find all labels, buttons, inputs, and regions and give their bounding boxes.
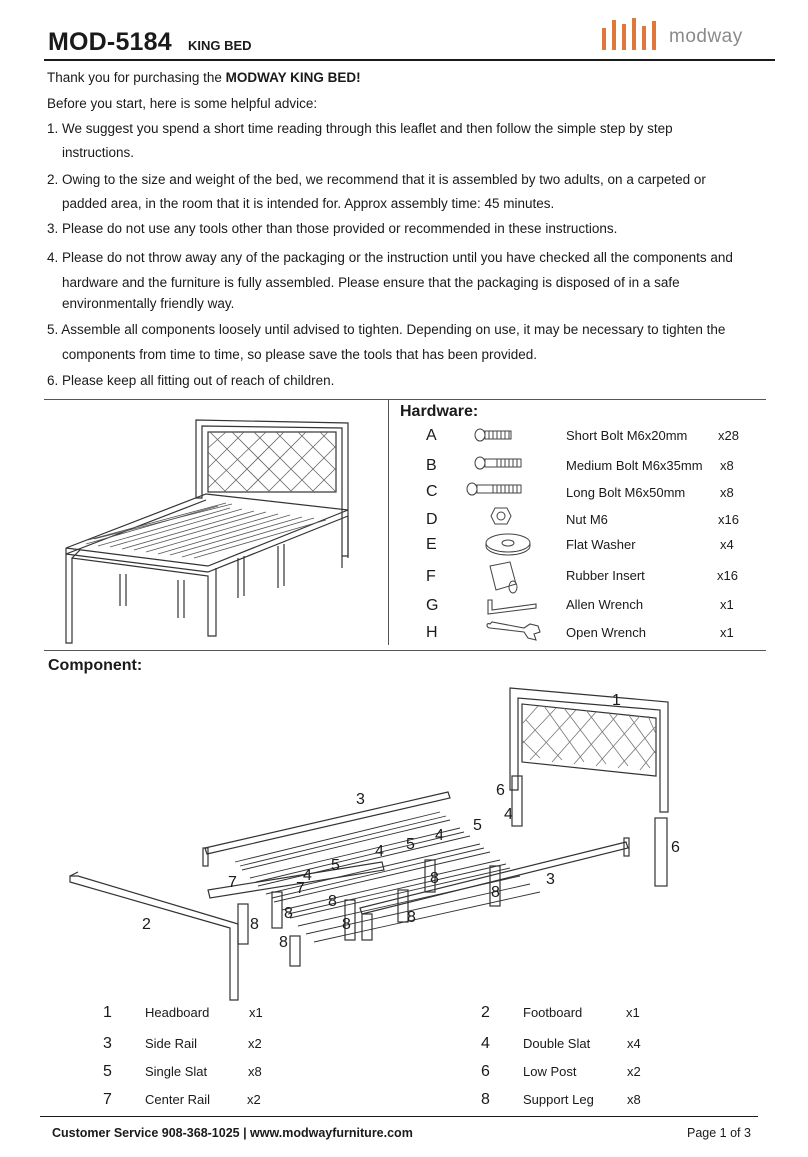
advice-item-4: 4. Please do not throw away any of the packaging or the instruction until you have checked all the components and	[47, 250, 733, 265]
diagram-label: 7	[228, 874, 237, 891]
assembled-bed-illustration	[58, 408, 368, 643]
hardware-name: Allen Wrench	[566, 597, 644, 612]
diagram-label: 4	[303, 867, 312, 884]
component-name: Support Leg	[523, 1092, 594, 1107]
component-name: Headboard	[145, 1005, 210, 1020]
hardware-name: Open Wrench	[566, 625, 646, 640]
model-number: MOD-5184	[48, 28, 172, 56]
component-qty: x8	[248, 1064, 262, 1079]
component-number: 8	[481, 1091, 490, 1108]
footer-rule	[40, 1116, 758, 1117]
diagram-label: 5	[406, 836, 415, 853]
diagram-label: 6	[496, 782, 505, 799]
component-title: Component:	[48, 657, 143, 674]
diagram-label: 4	[504, 806, 513, 823]
open-wrench-icon	[484, 618, 542, 644]
component-name: Double Slat	[523, 1036, 591, 1051]
hardware-name: Flat Washer	[566, 537, 636, 552]
component-divider	[44, 650, 766, 651]
hardware-letter: B	[426, 457, 437, 474]
diagram-label: 8	[284, 905, 293, 922]
header-rule	[44, 59, 775, 61]
product-subtitle: KING BED	[188, 38, 252, 53]
nut-icon	[490, 506, 512, 526]
hardware-qty: x1	[720, 625, 734, 640]
diagram-label: 8	[328, 893, 337, 910]
hardware-letter: F	[426, 568, 436, 585]
hardware-letter: D	[426, 511, 438, 528]
short-bolt-icon	[474, 428, 514, 442]
component-name: Single Slat	[145, 1064, 208, 1079]
hardware-name: Long Bolt M6x50mm	[566, 485, 686, 500]
component-qty: x1	[626, 1005, 640, 1020]
hardware-qty: x28	[718, 428, 739, 443]
diagram-label: 8	[250, 916, 259, 933]
diagram-label: 3	[356, 791, 365, 808]
diagram-label: 7	[296, 880, 305, 897]
component-number: 5	[103, 1063, 112, 1080]
brand-name: modway	[669, 26, 743, 47]
advice-item-3: 3. Please do not use any tools other than those provided or recommended in these instructions.	[47, 221, 618, 236]
component-number: 4	[481, 1035, 490, 1052]
diagram-label: 5	[331, 857, 340, 874]
advice-line: Before you start, here is some helpful advice:	[47, 96, 318, 111]
diagram-label: 3	[546, 871, 555, 888]
diagram-label: 4	[375, 843, 384, 860]
rubber-insert-icon	[484, 560, 520, 594]
advice-item-2: 2. Owing to the size and weight of the bed, we recommend that it is assembled by two adults, on a carpeted or	[47, 172, 706, 187]
section-divider	[44, 399, 766, 400]
diagram-label: 8	[279, 934, 288, 951]
component-qty: x2	[247, 1092, 261, 1107]
long-bolt-icon	[466, 482, 524, 496]
component-qty: x2	[248, 1036, 262, 1051]
hardware-name: Nut M6	[566, 512, 608, 527]
column-divider	[388, 400, 389, 645]
component-qty: x8	[627, 1092, 641, 1107]
diagram-label: 8	[491, 884, 500, 901]
component-number: 3	[103, 1035, 112, 1052]
advice-item-4-cont2: environmentally friendly way.	[62, 296, 235, 311]
component-name: Side Rail	[145, 1036, 198, 1051]
washer-icon	[484, 532, 532, 556]
diagram-label: 4	[435, 827, 444, 844]
diagram-label: 8	[342, 916, 351, 933]
advice-item-4-cont: hardware and the furniture is fully assembled. Please ensure that the packaging is disposed of in a safe	[62, 275, 680, 290]
component-number: 1	[103, 1004, 112, 1021]
component-name: Center Rail	[145, 1092, 211, 1107]
advice-item-1-cont: instructions.	[62, 145, 135, 160]
hardware-name: Rubber Insert	[566, 568, 645, 583]
page-number: Page 1 of 3	[687, 1126, 751, 1140]
advice-item-5-cont: components from time to time, so please save the tools that has been provided.	[62, 347, 538, 362]
component-name: Low Post	[523, 1064, 577, 1079]
diagram-label: 1	[612, 692, 621, 709]
exploded-bed-diagram	[60, 680, 740, 1000]
diagram-label: 8	[407, 909, 416, 926]
hardware-letter: C	[426, 483, 438, 500]
hardware-qty: x16	[717, 568, 738, 583]
customer-service: Customer Service 908-368-1025 | www.modwayfurniture.com	[52, 1126, 413, 1140]
hardware-letter: E	[426, 536, 437, 553]
hardware-name: Short Bolt M6x20mm	[566, 428, 688, 443]
hardware-qty: x8	[720, 458, 734, 473]
diagram-label: 5	[473, 817, 482, 834]
hardware-qty: x4	[720, 537, 734, 552]
hardware-letter: G	[426, 597, 439, 614]
thanks-line: Thank you for purchasing the MODWAY KING BED!	[47, 70, 361, 85]
diagram-label: 8	[430, 870, 439, 887]
hardware-qty: x1	[720, 597, 734, 612]
advice-item-1: 1. We suggest you spend a short time reading through this leaflet and then follow the simple step by step	[47, 121, 673, 136]
hardware-name: Medium Bolt M6x35mm	[566, 458, 703, 473]
component-number: 2	[481, 1004, 490, 1021]
hardware-qty: x16	[718, 512, 739, 527]
advice-item-5: 5. Assemble all components loosely until advised to tighten. Depending on use, it may be necessary to tighten the	[47, 322, 726, 337]
hardware-letter: A	[426, 427, 437, 444]
medium-bolt-icon	[474, 456, 524, 470]
component-number: 7	[103, 1091, 112, 1108]
allen-wrench-icon	[484, 596, 540, 618]
component-name: Footboard	[523, 1005, 583, 1020]
hardware-qty: x8	[720, 485, 734, 500]
advice-item-2-cont: padded area, in the room that it is intended for. Approx assembly time: 45 minutes.	[62, 196, 555, 211]
modway-logo-icon	[600, 16, 662, 54]
advice-item-6: 6. Please keep all fitting out of reach of children.	[47, 373, 335, 388]
hardware-letter: H	[426, 624, 438, 641]
diagram-label: 2	[142, 916, 151, 933]
component-qty: x4	[627, 1036, 641, 1051]
diagram-label: 6	[671, 839, 680, 856]
hardware-title: Hardware:	[400, 403, 479, 420]
component-qty: x2	[627, 1064, 641, 1079]
component-number: 6	[481, 1063, 490, 1080]
component-qty: x1	[249, 1005, 263, 1020]
